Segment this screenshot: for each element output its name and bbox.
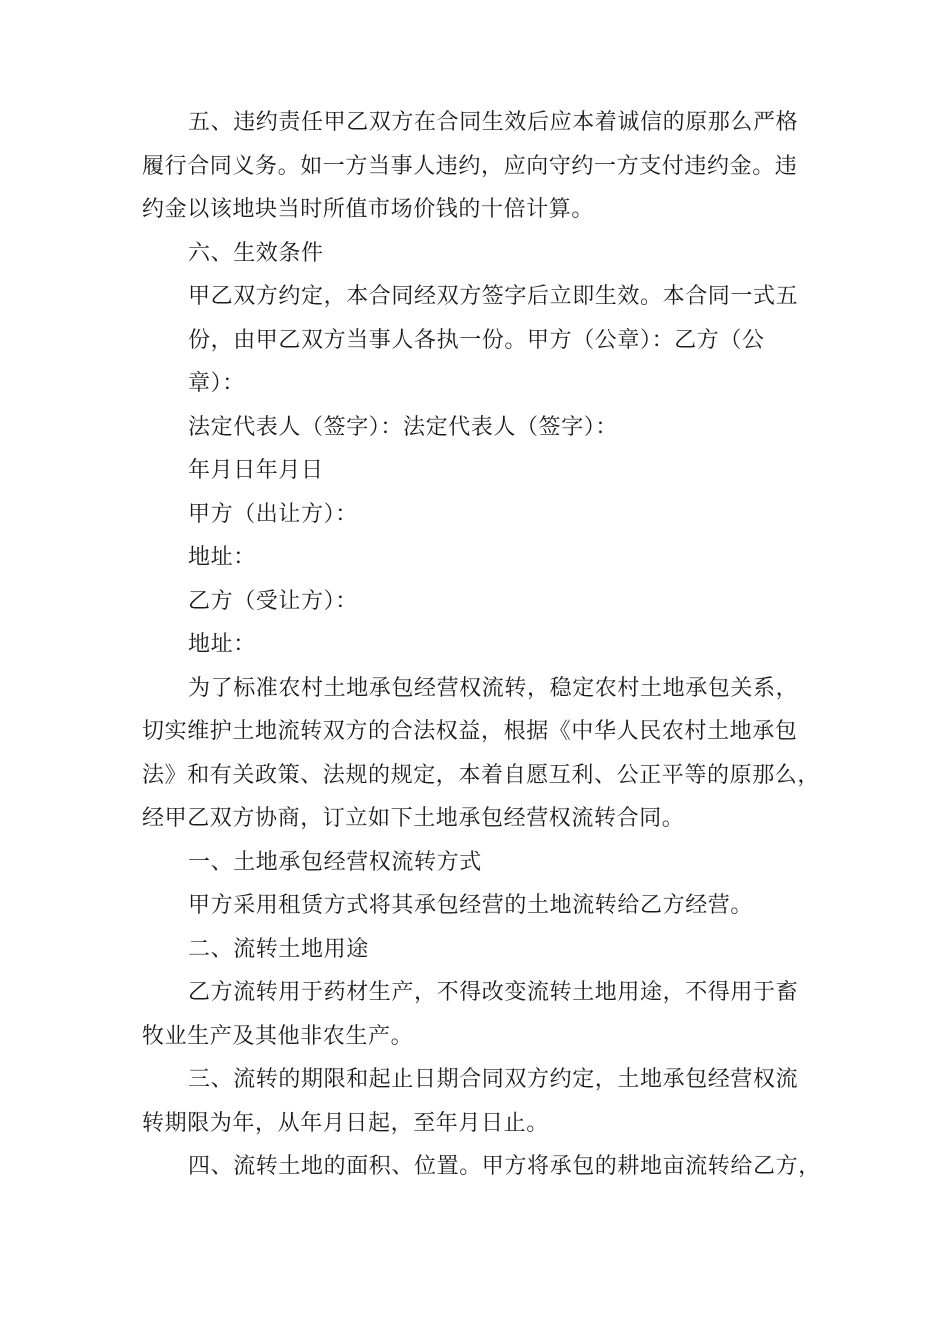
text-line: 年月日年月日 [188,458,324,483]
text-line: 乙方流转用于药材生产，不得改变流转土地用途，不得用于畜 [188,980,799,1005]
text-line: 牧业生产及其他非农生产。 [142,1023,414,1049]
document-body [142,101,821,1189]
text-line: 切实维护土地流转双方的合法权益，根据《中华人民农村土地承包 [142,719,798,744]
text-line: 甲方（出让方）： [188,501,358,527]
text-line: 份，由甲乙双方当事人各执一份。甲方（公章）：乙方（公 [188,327,765,353]
text-line: 四、流转土地的面积、位置。甲方将承包的耕地亩流转给乙方， [188,1154,821,1179]
text-line: 三、流转的期限和起止日期合同双方约定，土地承包经营权流 [188,1067,799,1092]
text-line: 一、土地承包经营权流转方式 [188,849,482,875]
text-line: 转期限为年，从年月日起，至年月日止。 [142,1110,549,1136]
text-line: 甲乙双方约定，本合同经双方签字后立即生效。本合同一式五 [188,284,799,309]
text-line: 地址： [188,632,256,657]
text-line: 法》和有关政策、法规的规定，本着自愿互利、公正平等的原那么， [142,762,821,788]
text-line: 乙方（受让方）： [188,588,358,614]
text-line: 地址： [188,545,256,570]
text-line: 甲方采用租赁方式将其承包经营的土地流转给乙方经营。 [188,893,754,918]
text-line: 为了标准农村土地承包经营权流转，稳定农村土地承包关系， [188,675,799,701]
text-line: 章）： [188,371,245,396]
text-line: 五、违约责任甲乙双方在合同生效后应本着诚信的原那么严格 [188,110,799,135]
text-line: 二、流转土地用途 [188,936,369,962]
text-line: 履行合同义务。如一方当事人违约，应向守约一方支付违约金。违 [142,153,798,179]
text-line: 经甲乙双方协商，订立如下土地承包经营权流转合同。 [142,806,685,831]
text-line: 法定代表人（签字）：法定代表人（签字）： [188,414,619,440]
text-line: 六、生效条件 [188,240,324,266]
text-line: 约金以该地块当时所值市场价钱的十倍计算。 [142,197,595,222]
